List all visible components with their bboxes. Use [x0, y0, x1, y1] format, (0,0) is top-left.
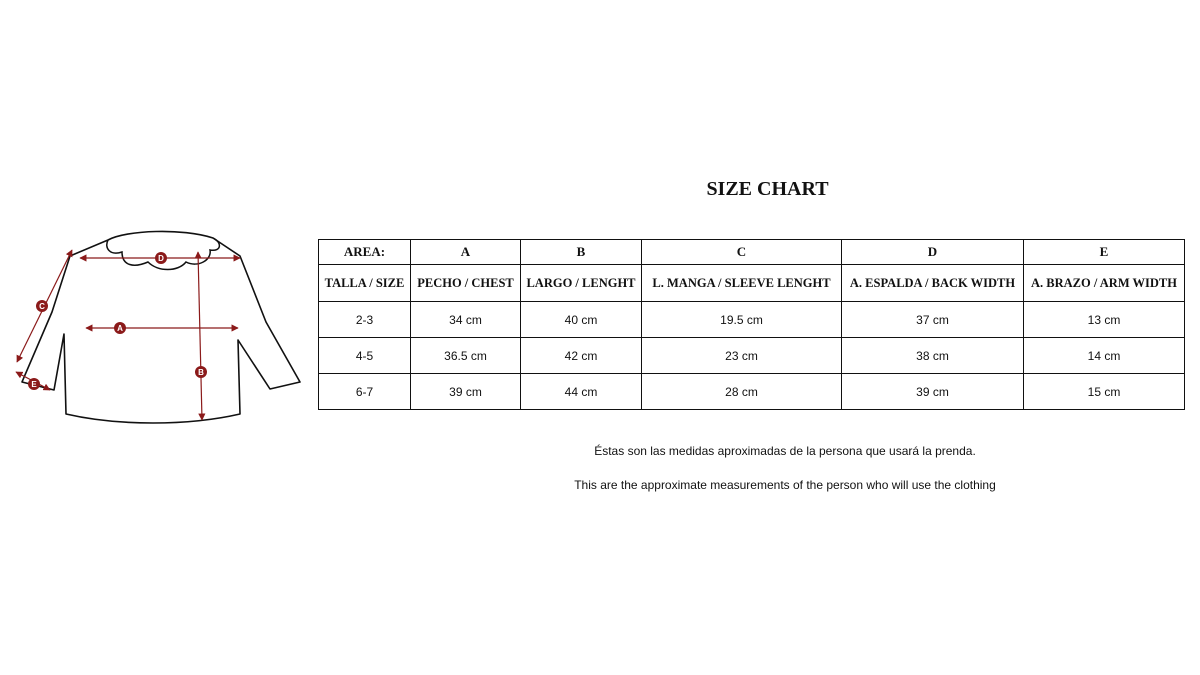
svg-text:D: D — [158, 254, 164, 263]
svg-text:A: A — [117, 324, 123, 333]
area-e: E — [1024, 240, 1185, 265]
note-spanish: Éstas son las medidas aproximadas de la persona que usará la prenda. — [594, 444, 976, 458]
marker-c — [36, 300, 48, 312]
area-label: AREA: — [319, 240, 411, 265]
header-back-width: A. ESPALDA / BACK WIDTH — [842, 265, 1024, 302]
table-cell: 39 cm — [842, 374, 1024, 410]
table-cell: 2-3 — [319, 302, 411, 338]
table-cell: 23 cm — [642, 338, 842, 374]
table-cell: 4-5 — [319, 338, 411, 374]
header-length: LARGO / LENGHT — [521, 265, 642, 302]
table-row — [319, 302, 1185, 338]
marker-a — [114, 322, 126, 334]
table-cell: 39 cm — [411, 374, 521, 410]
table-cell: 13 cm — [1024, 302, 1185, 338]
table-cell: 42 cm — [521, 338, 642, 374]
table-cell: 36.5 cm — [411, 338, 521, 374]
table-cell: 14 cm — [1024, 338, 1185, 374]
table-row — [319, 374, 1185, 410]
garment-diagram — [8, 222, 308, 432]
area-row — [319, 240, 1185, 265]
table-cell: 34 cm — [411, 302, 521, 338]
table-cell: 44 cm — [521, 374, 642, 410]
table-cell: 40 cm — [521, 302, 642, 338]
area-b: B — [521, 240, 642, 265]
area-d: D — [842, 240, 1024, 265]
page-title: SIZE CHART — [706, 178, 829, 200]
table-cell: 6-7 — [319, 374, 411, 410]
marker-e — [28, 378, 40, 390]
area-a: A — [411, 240, 521, 265]
size-table — [318, 239, 1185, 410]
svg-text:C: C — [39, 302, 45, 311]
marker-b — [195, 366, 207, 378]
area-c: C — [642, 240, 842, 265]
svg-text:B: B — [198, 368, 204, 377]
header-sleeve-length: L. MANGA / SLEEVE LENGHT — [642, 265, 842, 302]
table-row — [319, 338, 1185, 374]
header-chest: PECHO / CHEST — [411, 265, 521, 302]
table-cell: 38 cm — [842, 338, 1024, 374]
header-arm-width: A. BRAZO / ARM WIDTH — [1024, 265, 1185, 302]
header-size: TALLA / SIZE — [319, 265, 411, 302]
table-cell: 28 cm — [642, 374, 842, 410]
marker-d — [155, 252, 167, 264]
svg-text:E: E — [31, 380, 37, 389]
table-cell: 37 cm — [842, 302, 1024, 338]
header-row — [319, 265, 1185, 302]
table-cell: 15 cm — [1024, 374, 1185, 410]
note-english: This are the approximate measurements of the person who will use the clothing — [574, 478, 996, 492]
table-cell: 19.5 cm — [642, 302, 842, 338]
